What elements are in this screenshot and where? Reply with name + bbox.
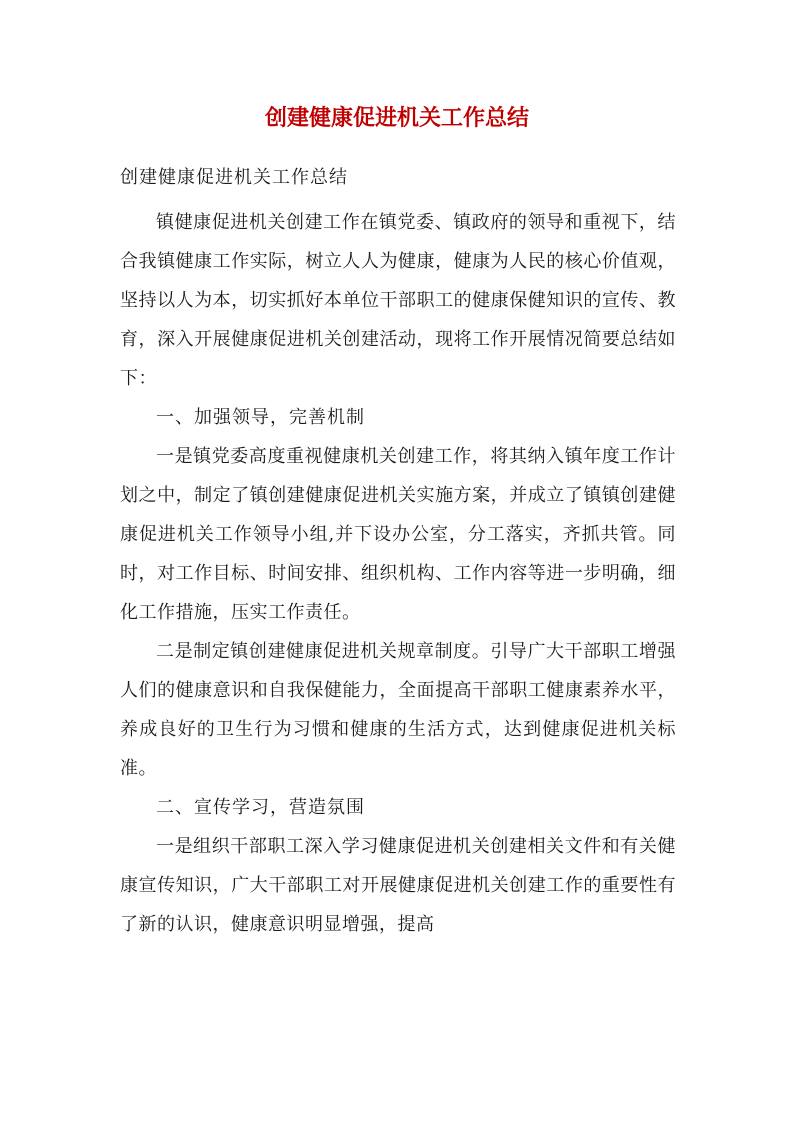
document-subtitle: 创建健康促进机关工作总结 <box>120 167 348 188</box>
document-body <box>120 203 676 944</box>
section-1-paragraph-2: 二是制定镇创建健康促进机关规章制度。引导广大干部职工增强人们的健康意识和自我保健能力，全面提高干部职工健康素养水平，养成良好的卫生行为习惯和健康的生活方式，达到健康促进机关标准。 <box>120 641 676 779</box>
section-1-paragraph-1: 一是镇党委高度重视健康机关创建工作，将其纳入镇年度工作计划之中，制定了镇创建健康促进机关实施方案，并成立了镇镇创建健康促进机关工作领导小组,并下设办公室，分工落实，齐抓共管。同时，对工作目标、时间安排、组织机构、工作内容等进一步明确，细化工作措施，压实工作责任。 <box>120 446 676 623</box>
document-title: 创建健康促进机关工作总结 <box>264 105 529 131</box>
intro-paragraph: 镇健康促进机关创建工作在镇党委、镇政府的领导和重视下，结合我镇健康工作实际，树立人人为健康，健康为人民的核心价值观，坚持以人为本，切实抓好本单位干部职工的健康保健知识的宣传、教育，深入开展健康促进机关创建活动，现将工作开展情况简要总结如下： <box>120 212 676 389</box>
section-2-heading: 二、宣传学习，营造氛围 <box>156 797 365 818</box>
section-2-paragraph-1: 一是组织干部职工深入学习健康促进机关创建相关文件和有关健康宣传知识，广大干部职工对开展健康促进机关创建工作的重要性有了新的认识，健康意识明显增强，提高 <box>120 836 676 935</box>
section-1-heading: 一、加强领导，完善机制 <box>156 407 365 428</box>
